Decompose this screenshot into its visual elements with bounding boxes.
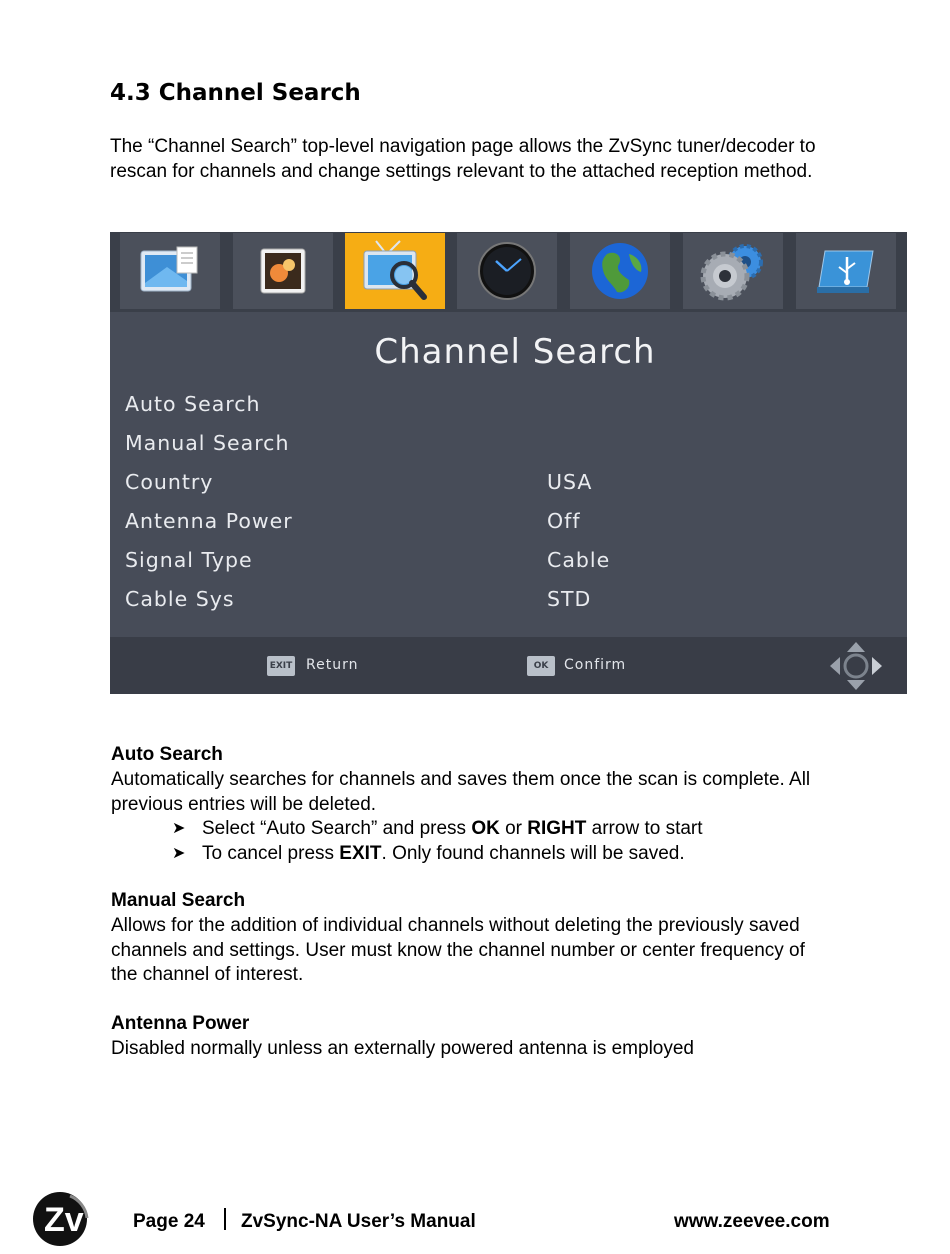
media-icon (253, 243, 313, 299)
top-icon-bar (110, 232, 907, 312)
return-hint: Return (306, 657, 359, 673)
footer-page-number: Page 24 (133, 1211, 205, 1232)
channel-search-screenshot (110, 232, 907, 694)
clock-icon (476, 240, 538, 302)
auto-search-bullet-1: ➤ Select “Auto Search” and press OK or RIGHT arrow to start (202, 817, 703, 842)
tile-clock[interactable] (457, 233, 557, 309)
tile-settings[interactable] (683, 233, 783, 309)
menu-item-manual-search[interactable]: Manual Search (125, 431, 290, 455)
zeevee-logo (30, 1188, 98, 1248)
menu-item-signal-type[interactable]: Signal Type (125, 548, 253, 572)
confirm-hint: Confirm (564, 657, 627, 673)
svg-text:Zv: Zv (44, 1201, 84, 1239)
menu-value-antenna-power: Off (547, 509, 581, 533)
footer-manual-title: ZvSync-NA User’s Manual (241, 1211, 476, 1232)
ok-key-icon: OK (527, 656, 555, 676)
direction-pad-icon (828, 640, 884, 692)
channel-search-icon (356, 239, 434, 303)
antenna-power-text: Disabled normally unless an externally powered antenna is employed (111, 1038, 694, 1059)
hint-bar (110, 637, 907, 694)
menu-title: Channel Search (374, 332, 656, 372)
auto-search-bullet-2: ➤ To cancel press EXIT. Only found channels will be saved. (202, 842, 685, 867)
menu-value-country: USA (547, 470, 593, 494)
globe-icon (589, 240, 651, 302)
footer-divider (224, 1208, 226, 1230)
bullet-arrow-icon: ➤ (172, 845, 186, 862)
exit-key-icon: EXIT (267, 656, 295, 676)
manual-search-heading: Manual Search (111, 890, 246, 911)
menu-value-signal-type: Cable (547, 548, 611, 572)
antenna-power-heading: Antenna Power (111, 1013, 250, 1034)
menu-item-antenna-power[interactable]: Antenna Power (125, 509, 293, 533)
tile-channel-search[interactable] (345, 233, 445, 309)
manual-search-text: Allows for the addition of individual channels without deleting the previously saved channels and settings. User must know the channel number or center frequency of the channel of interest. (111, 915, 805, 985)
menu-value-cable-sys: STD (547, 587, 592, 611)
tile-media[interactable] (233, 233, 333, 309)
footer-url: www.zeevee.com (674, 1211, 830, 1232)
intro-paragraph: The “Channel Search” top-level navigation page allows the ZvSync tuner/decoder to rescan for channels and change settings relevant to the attached reception method. (110, 136, 816, 182)
bullet-arrow-icon: ➤ (172, 820, 186, 837)
auto-search-text: Automatically searches for channels and saves them once the scan is complete. All previous entries will be deleted. (111, 769, 811, 815)
auto-search-heading: Auto Search (111, 744, 223, 765)
tile-usb[interactable] (796, 233, 896, 309)
picture-icon (137, 243, 203, 299)
settings-gears-icon (697, 240, 769, 302)
tile-globe[interactable] (570, 233, 670, 309)
menu-item-cable-sys[interactable]: Cable Sys (125, 587, 235, 611)
menu-item-country[interactable]: Country (125, 470, 214, 494)
usb-icon (811, 243, 881, 299)
tile-picture[interactable] (120, 233, 220, 309)
section-title: 4.3 Channel Search (110, 80, 361, 106)
menu-item-auto-search[interactable]: Auto Search (125, 392, 261, 416)
